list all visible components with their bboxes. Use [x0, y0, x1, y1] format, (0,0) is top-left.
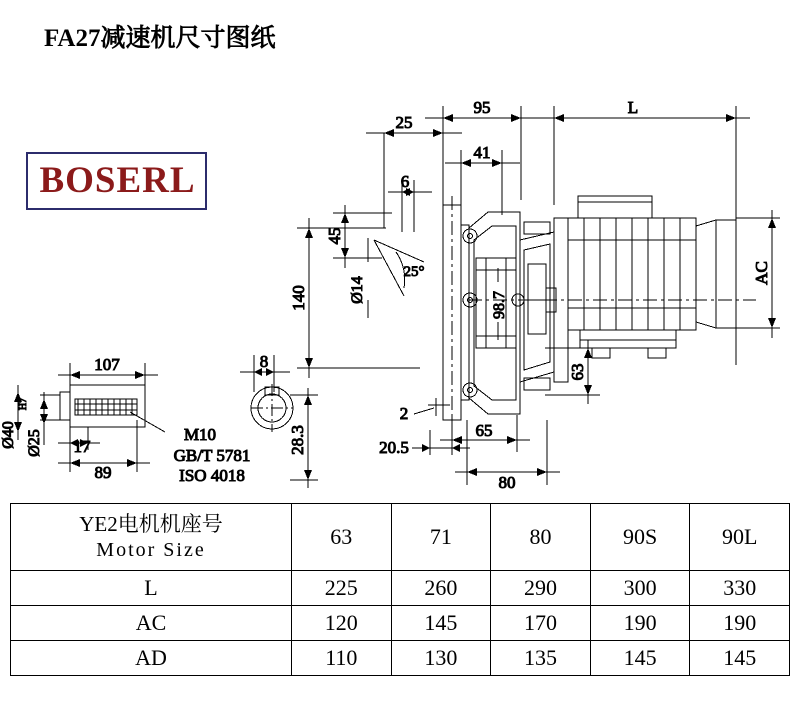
svg-text:M10: M10 — [183, 425, 217, 444]
svg-text:6: 6 — [400, 172, 410, 191]
table-header-cell: 90L — [690, 504, 790, 571]
table-header-cell: 80 — [491, 504, 591, 571]
table-header-cell: 71 — [391, 504, 491, 571]
svg-text:17: 17 — [73, 437, 91, 456]
table-cell: 260 — [391, 571, 491, 606]
table-header-label — [11, 504, 292, 571]
motor-size-label-en: Motor Size — [96, 538, 206, 561]
table-header-cell: 90S — [590, 504, 690, 571]
svg-text:41: 41 — [473, 143, 491, 162]
svg-text:63: 63 — [568, 363, 587, 381]
svg-text:20.5: 20.5 — [379, 438, 409, 457]
table-cell: 300 — [590, 571, 690, 606]
page-title: FA27减速机尺寸图纸 — [44, 25, 276, 52]
svg-text:AC: AC — [752, 261, 771, 285]
svg-text:65: 65 — [475, 421, 493, 440]
row-label: AD — [11, 641, 292, 676]
logo-text: BOSERL — [39, 160, 196, 201]
specification-table — [10, 503, 790, 676]
table-cell: 225 — [292, 571, 392, 606]
table-cell: 190 — [690, 606, 790, 641]
svg-text:25°: 25° — [403, 264, 425, 280]
table-cell: 145 — [690, 641, 790, 676]
svg-text:Ø40: Ø40 — [0, 421, 17, 449]
table-cell: 135 — [491, 641, 591, 676]
table-header-cell: 63 — [292, 504, 392, 571]
svg-text:45: 45 — [325, 227, 344, 245]
svg-text:98.7: 98.7 — [491, 291, 508, 319]
svg-text:107: 107 — [94, 355, 120, 374]
table-cell: 330 — [690, 571, 790, 606]
table-cell: 290 — [491, 571, 591, 606]
svg-text:GB/T 5781: GB/T 5781 — [173, 446, 251, 465]
table-cell: 130 — [391, 641, 491, 676]
table-cell: 145 — [590, 641, 690, 676]
row-label: AC — [11, 606, 292, 641]
motor-size-label-cn: YE2电机机座号 — [79, 512, 223, 536]
table-cell: 170 — [491, 606, 591, 641]
svg-text:Ø14: Ø14 — [349, 276, 366, 304]
svg-text:140: 140 — [289, 285, 308, 311]
row-label: L — [11, 571, 292, 606]
table-cell: 145 — [391, 606, 491, 641]
svg-text:Ø25: Ø25 — [26, 429, 43, 457]
svg-text:H7: H7 — [18, 397, 29, 411]
svg-text:25: 25 — [395, 113, 413, 132]
table-cell: 120 — [292, 606, 392, 641]
table-row — [11, 641, 790, 676]
svg-text:ISO 4018: ISO 4018 — [179, 466, 245, 485]
table-row — [11, 504, 790, 571]
svg-text:89: 89 — [94, 463, 112, 482]
table-row — [11, 606, 790, 641]
svg-text:L: L — [627, 98, 639, 117]
svg-text:8: 8 — [259, 352, 269, 371]
table-cell: 190 — [590, 606, 690, 641]
svg-text:80: 80 — [498, 473, 516, 492]
svg-text:95: 95 — [473, 98, 491, 117]
svg-text:2: 2 — [399, 404, 409, 423]
table-row — [11, 571, 790, 606]
table-cell: 110 — [292, 641, 392, 676]
svg-text:28.3: 28.3 — [288, 425, 307, 455]
